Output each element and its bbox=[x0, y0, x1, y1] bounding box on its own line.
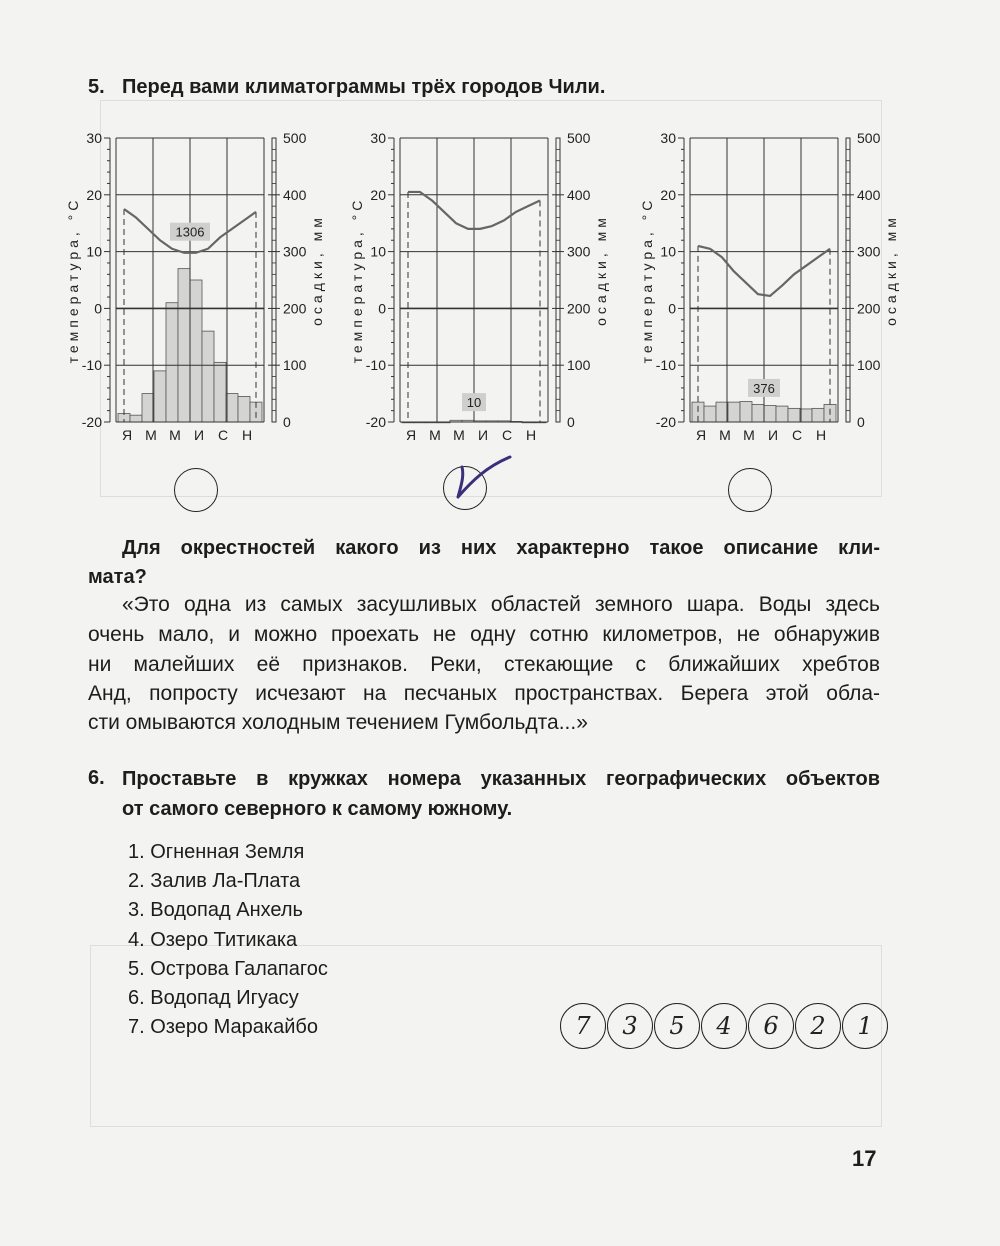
temperature-tick-label: -20 bbox=[81, 414, 102, 430]
precipitation-axis bbox=[846, 138, 850, 422]
check-mark-icon bbox=[452, 453, 532, 503]
precipitation-bar bbox=[788, 408, 800, 422]
temperature-axis-title: температура, °С bbox=[639, 196, 655, 364]
precipitation-bar bbox=[154, 371, 166, 422]
precipitation-bar bbox=[238, 396, 250, 422]
precipitation-bar bbox=[764, 406, 776, 422]
list-item: 3. Водопад Анхель bbox=[128, 899, 303, 921]
month-label: Я bbox=[695, 427, 707, 443]
list-item: 5. Острова Галапагос bbox=[128, 958, 328, 980]
quote-line: очень мало, и можно проехать не одну сотню километров, не обнаружив bbox=[88, 623, 880, 646]
precipitation-bar bbox=[166, 303, 178, 422]
month-label: Н bbox=[525, 427, 537, 443]
temperature-axis-title: температура, °С bbox=[349, 196, 365, 364]
precipitation-bar bbox=[800, 409, 812, 422]
answer-circle-6[interactable]: 2 bbox=[795, 1003, 841, 1049]
temperature-tick-label: 0 bbox=[378, 300, 386, 317]
temperature-tick-label: 20 bbox=[370, 186, 386, 203]
precipitation-axis-title: осадки, мм bbox=[593, 214, 609, 326]
temperature-tick-label: 10 bbox=[86, 243, 102, 260]
precipitation-tick-label: 100 bbox=[857, 357, 881, 374]
precipitation-tick-label: 0 bbox=[283, 414, 291, 430]
answer-circle-5[interactable]: 6 bbox=[748, 1003, 794, 1049]
precipitation-bar bbox=[716, 402, 728, 422]
temperature-tick-label: 10 bbox=[370, 243, 386, 260]
precipitation-bar bbox=[704, 406, 716, 422]
answer-circle-chart-3[interactable] bbox=[728, 468, 772, 512]
month-label: И bbox=[767, 427, 779, 443]
answer-circle-7[interactable]: 1 bbox=[842, 1003, 888, 1049]
quote-line: сти омываются холодным течением Гумбольдта...» bbox=[88, 711, 588, 734]
precipitation-bar bbox=[142, 394, 154, 422]
precipitation-tick-label: 400 bbox=[857, 186, 881, 203]
annual-precipitation-label: 1306 bbox=[175, 224, 205, 240]
precipitation-tick-label: 300 bbox=[567, 243, 591, 260]
month-label: С bbox=[501, 427, 513, 443]
precipitation-tick-label: 400 bbox=[567, 186, 591, 203]
temperature-tick-label: -10 bbox=[365, 357, 386, 374]
precipitation-tick-label: 500 bbox=[283, 130, 307, 146]
precipitation-axis-title: осадки, мм bbox=[883, 214, 899, 326]
list-item: 1. Огненная Земля bbox=[128, 841, 305, 863]
month-label: Я bbox=[121, 427, 133, 443]
month-label: М bbox=[429, 427, 441, 443]
precipitation-tick-label: 100 bbox=[567, 357, 591, 374]
precipitation-bar bbox=[776, 406, 788, 422]
temperature-tick-label: -10 bbox=[81, 357, 102, 374]
precipitation-tick-label: 200 bbox=[283, 300, 307, 317]
month-label: М bbox=[453, 427, 465, 443]
answer-circle-2[interactable]: 3 bbox=[607, 1003, 653, 1049]
month-label: М bbox=[145, 427, 157, 443]
list-item: 7. Озеро Маракайбо bbox=[128, 1016, 318, 1038]
precipitation-bar bbox=[214, 362, 226, 422]
annual-precipitation-label: 10 bbox=[466, 395, 482, 411]
precipitation-bar bbox=[178, 269, 190, 422]
quote-line: ни малейших её признаков. Реки, стекающие с ближайших хребтов bbox=[88, 653, 880, 676]
precipitation-tick-label: 300 bbox=[283, 243, 307, 260]
task5-number: 5. bbox=[88, 76, 105, 98]
climatogram-3 bbox=[630, 125, 920, 445]
precipitation-bar bbox=[226, 394, 238, 422]
list-item: 2. Залив Ла-Плата bbox=[128, 870, 301, 892]
task6-title-line: Проставьте в кружках номера указанных географических объектов bbox=[122, 768, 880, 790]
question-line: мата? bbox=[88, 566, 147, 588]
quote-line: «Это одна из самых засушливых областей земного шара. Воды здесь bbox=[122, 593, 880, 616]
month-label: М bbox=[169, 427, 181, 443]
temperature-tick-label: 20 bbox=[660, 186, 676, 203]
precipitation-bar bbox=[130, 415, 142, 422]
precipitation-bar bbox=[752, 404, 764, 422]
answer-circle-1[interactable]: 7 bbox=[560, 1003, 606, 1049]
month-label: М bbox=[719, 427, 731, 443]
list-item: 6. Водопад Игуасу bbox=[128, 987, 299, 1009]
answer-circle-chart-1[interactable] bbox=[174, 468, 218, 512]
precipitation-tick-label: 100 bbox=[283, 357, 307, 374]
temperature-tick-label: 10 bbox=[660, 243, 676, 260]
month-label: Н bbox=[815, 427, 827, 443]
precipitation-tick-label: 200 bbox=[857, 300, 881, 317]
precipitation-axis bbox=[272, 138, 276, 422]
temperature-tick-label: -20 bbox=[365, 414, 386, 430]
question-line: Для окрестностей какого из них характерно такое описание кли- bbox=[122, 537, 880, 559]
climatogram-2 bbox=[340, 125, 630, 445]
precipitation-bar bbox=[190, 280, 202, 422]
temperature-tick-label: 0 bbox=[94, 300, 102, 317]
temperature-tick-label: 0 bbox=[668, 300, 676, 317]
month-label: И bbox=[193, 427, 205, 443]
month-label: С bbox=[791, 427, 803, 443]
temperature-tick-label: 30 bbox=[660, 130, 676, 146]
precipitation-bar bbox=[728, 402, 740, 422]
precipitation-bar bbox=[202, 331, 214, 422]
annual-precipitation-label: 376 bbox=[753, 380, 775, 396]
temperature-tick-label: -10 bbox=[655, 357, 676, 374]
page-number: 17 bbox=[852, 1146, 877, 1171]
task6-title-line: от самого северного к самому южному. bbox=[122, 798, 513, 820]
precipitation-bar bbox=[740, 402, 752, 422]
temperature-tick-label: 30 bbox=[86, 130, 102, 146]
temperature-tick-label: 30 bbox=[370, 130, 386, 146]
month-label: Я bbox=[405, 427, 417, 443]
list-item: 4. Озеро Титикака bbox=[128, 929, 298, 951]
answer-circle-4[interactable]: 4 bbox=[701, 1003, 747, 1049]
task6-number: 6. bbox=[88, 767, 105, 789]
temperature-tick-label: -20 bbox=[655, 414, 676, 430]
precipitation-axis-title: осадки, мм bbox=[309, 214, 325, 326]
precipitation-axis bbox=[556, 138, 560, 422]
month-label: С bbox=[217, 427, 229, 443]
month-label: М bbox=[743, 427, 755, 443]
precipitation-bar bbox=[812, 408, 824, 422]
temperature-tick-label: 20 bbox=[86, 186, 102, 203]
precipitation-tick-label: 500 bbox=[857, 130, 881, 146]
quote-line: Анд, попросту исчезают на песчаных пространствах. Берега этой обла- bbox=[88, 682, 880, 705]
month-label: Н bbox=[241, 427, 253, 443]
task5-title: Перед вами климатограммы трёх городов Чили. bbox=[122, 76, 606, 98]
answer-circle-chart-2[interactable] bbox=[443, 466, 487, 510]
precipitation-tick-label: 400 bbox=[283, 186, 307, 203]
precipitation-tick-label: 300 bbox=[857, 243, 881, 260]
precipitation-tick-label: 0 bbox=[567, 414, 575, 430]
precipitation-tick-label: 200 bbox=[567, 300, 591, 317]
temperature-axis-title: температура, °С bbox=[65, 196, 81, 364]
answer-circle-3[interactable]: 5 bbox=[654, 1003, 700, 1049]
precipitation-tick-label: 500 bbox=[567, 130, 591, 146]
climatogram-1 bbox=[56, 125, 346, 445]
month-label: И bbox=[477, 427, 489, 443]
precipitation-tick-label: 0 bbox=[857, 414, 865, 430]
